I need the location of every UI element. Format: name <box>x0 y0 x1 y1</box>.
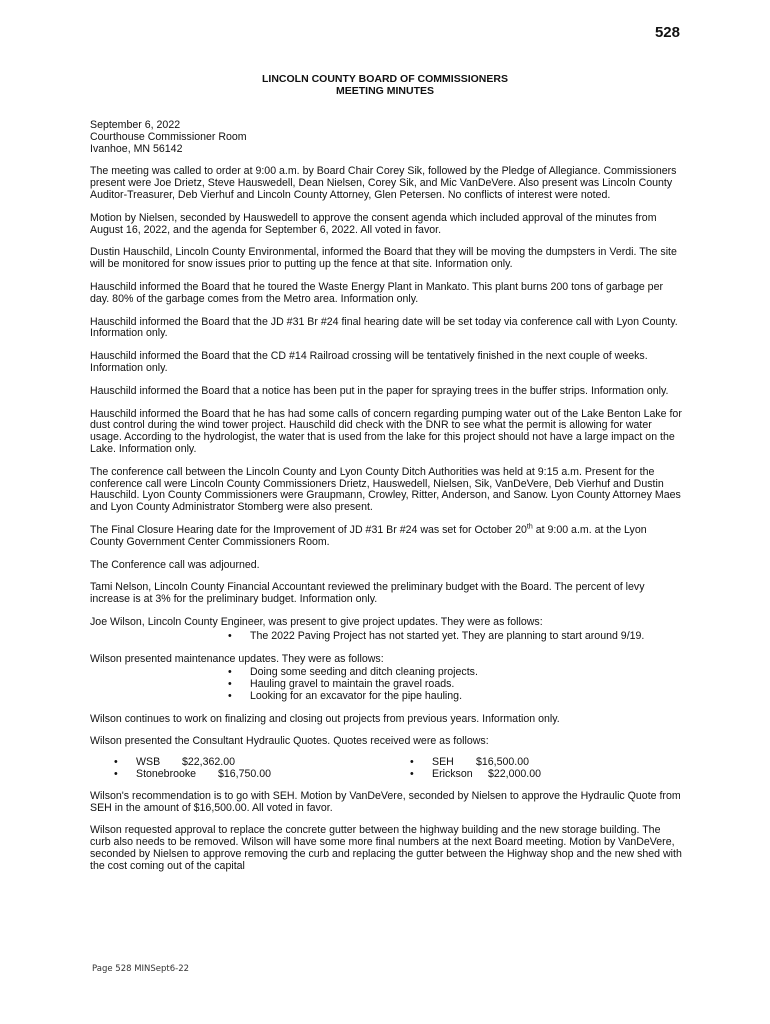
paragraph-consent-agenda: Motion by Nielsen, seconded by Hauswedell to approve the consent agenda which included approval of the minutes from August 16, 2022, and the agenda for September 6, 2022. All voted in favor. <box>90 211 657 236</box>
paragraph-final-closure: The Final Closure Hearing date for the Improvement of JD #31 Br #24 was set for October 20th at 9:00 a.m. at the Lyon County Government Center Commissioners Room. <box>90 523 647 548</box>
list-item: • Looking for an excavator for the pipe hauling. <box>90 691 682 703</box>
quotes-column-left <box>90 757 386 781</box>
paragraph-gutter-motion: Wilson requested approval to replace the concrete gutter between the highway building and the new storage building. The curb also needs to be removed. Wilson will have some more final numbers at the next Board meeting. Motion by VanDeVere, seconded by Nielsen to approve removing the curb and replacing the gutter between the Highway shop and the new shed with the cost coming out of the capital <box>90 824 682 872</box>
paragraph-jd31-hearing: Hauschild informed the Board that the JD #31 Br #24 final hearing date will be set today via conference call with Lyon County. Information only. <box>90 315 678 340</box>
paragraph-conference-call: The conference call between the Lincoln County and Lyon County Ditch Authorities was held at 9:15 a.m. Present for the conference call were Lincoln County Commissioners Drietz, Hauswedell, Nielsen, Sik, VanDeVere, Deb Vierhuf and Dustin Hauschild. Lyon County Commissioners were Graupmann, Crowley, Ritter, Anderson, and Sanow. Lyon County Attorney Maes and Lyon County Administrator Stomberg were also present. <box>90 465 681 514</box>
document-title: LINCOLN COUNTY BOARD OF COMMISSIONERS <box>262 73 508 85</box>
list-item: • Erickson $22,000.00 <box>386 769 682 781</box>
paragraph-closing-projects: Wilson continues to work on finalizing and closing out projects from previous years. Information only. <box>90 712 560 725</box>
meeting-room: Courthouse Commissioner Room <box>90 130 247 143</box>
maintenance-updates-list <box>90 667 682 702</box>
paragraph-waste-plant: Hauschild informed the Board that he toured the Waste Energy Plant in Mankato. This plant burns 200 tons of garbage per day. 80% of the garbage comes from the Metro area. Information only. <box>90 280 663 305</box>
paragraph-spraying-trees: Hauschild informed the Board that a notice has been put in the paper for spraying trees in the buffer strips. Information only. <box>90 384 669 397</box>
document-subtitle: MEETING MINUTES <box>335 85 434 97</box>
meeting-date: September 6, 2022 <box>90 119 181 131</box>
paragraph-cd14-railroad: Hauschild informed the Board that the CD #14 Railroad crossing will be tentatively finished in the next couple of weeks. Information only. <box>90 350 648 374</box>
quotes-list <box>90 757 682 781</box>
paragraph-adjourned: The Conference call was adjourned. <box>90 558 260 571</box>
list-item: • WSB $22,362.00 <box>90 757 386 769</box>
page-footer: Page 528 MINSept6-22 <box>92 964 190 974</box>
paragraph-hydraulic-quotes: Wilson presented the Consultant Hydraulic Quotes. Quotes received were as follows: <box>90 735 489 748</box>
list-item: • SEH $16,500.00 <box>386 757 682 769</box>
paragraph-engineer: Joe Wilson, Lincoln County Engineer, was present to give project updates. They were as follows: <box>90 615 543 628</box>
minutes-body <box>90 120 682 884</box>
paragraph-maintenance: Wilson presented maintenance updates. They were as follows: <box>90 652 384 665</box>
list-item: • The 2022 Paving Project has not started yet. They are planning to start around 9/19. <box>90 631 682 643</box>
quotes-column-right <box>386 757 682 781</box>
paragraph-environmental: Dustin Hauschild, Lincoln County Environmental, informed the Board that they will be moving the dumpsters in Verdi. The site will be monitored for snow issues prior to putting up the fence at that site. Information only. <box>90 246 677 271</box>
project-updates-list <box>90 631 682 643</box>
paragraph-seh-motion: Wilson's recommendation is to go with SEH. Motion by VanDeVere, seconded by Nielsen to approve the Hydraulic Quote from SEH in the amount of $16,500.00. All voted in favor. <box>90 789 681 814</box>
list-item: • Hauling gravel to maintain the gravel roads. <box>90 679 682 691</box>
page-number: 528 <box>654 24 680 41</box>
list-item: • Stonebrooke $16,750.00 <box>90 769 386 781</box>
list-item: • Doing some seeding and ditch cleaning projects. <box>90 667 682 679</box>
paragraph-lake-benton: Hauschild informed the Board that he has had some calls of concern regarding pumping water out of the Lake Benton Lake for dust control during the wind tower project. Hauschild did check with the DNR to see what the permit is allowing for water usage. According to the hydrologist, the water that is used from the lake for this project should not have a large impact on the Lake. Information only. <box>90 407 682 455</box>
paragraph-call-to-order: The meeting was called to order at 9:00 a.m. by Board Chair Corey Sik, followed by the Pledge of Allegiance. Commissioners present were Joe Drietz, Steve Hauswedell, Dean Nielsen, Corey Sik, and Mic VanDeVere. Also present was Lincoln County Auditor-Treasurer, Deb Vierhuf and Lincoln County Attorney, Glen Petersen. No conflicts of interest were noted. <box>90 165 677 201</box>
paragraph-budget: Tami Nelson, Lincoln County Financial Accountant reviewed the preliminary budget with the Board. The percent of levy increase is at 3% for the preliminary budget. Information only. <box>90 581 645 606</box>
meeting-city: Ivanhoe, MN 56142 <box>90 142 183 155</box>
meeting-address <box>90 120 682 155</box>
